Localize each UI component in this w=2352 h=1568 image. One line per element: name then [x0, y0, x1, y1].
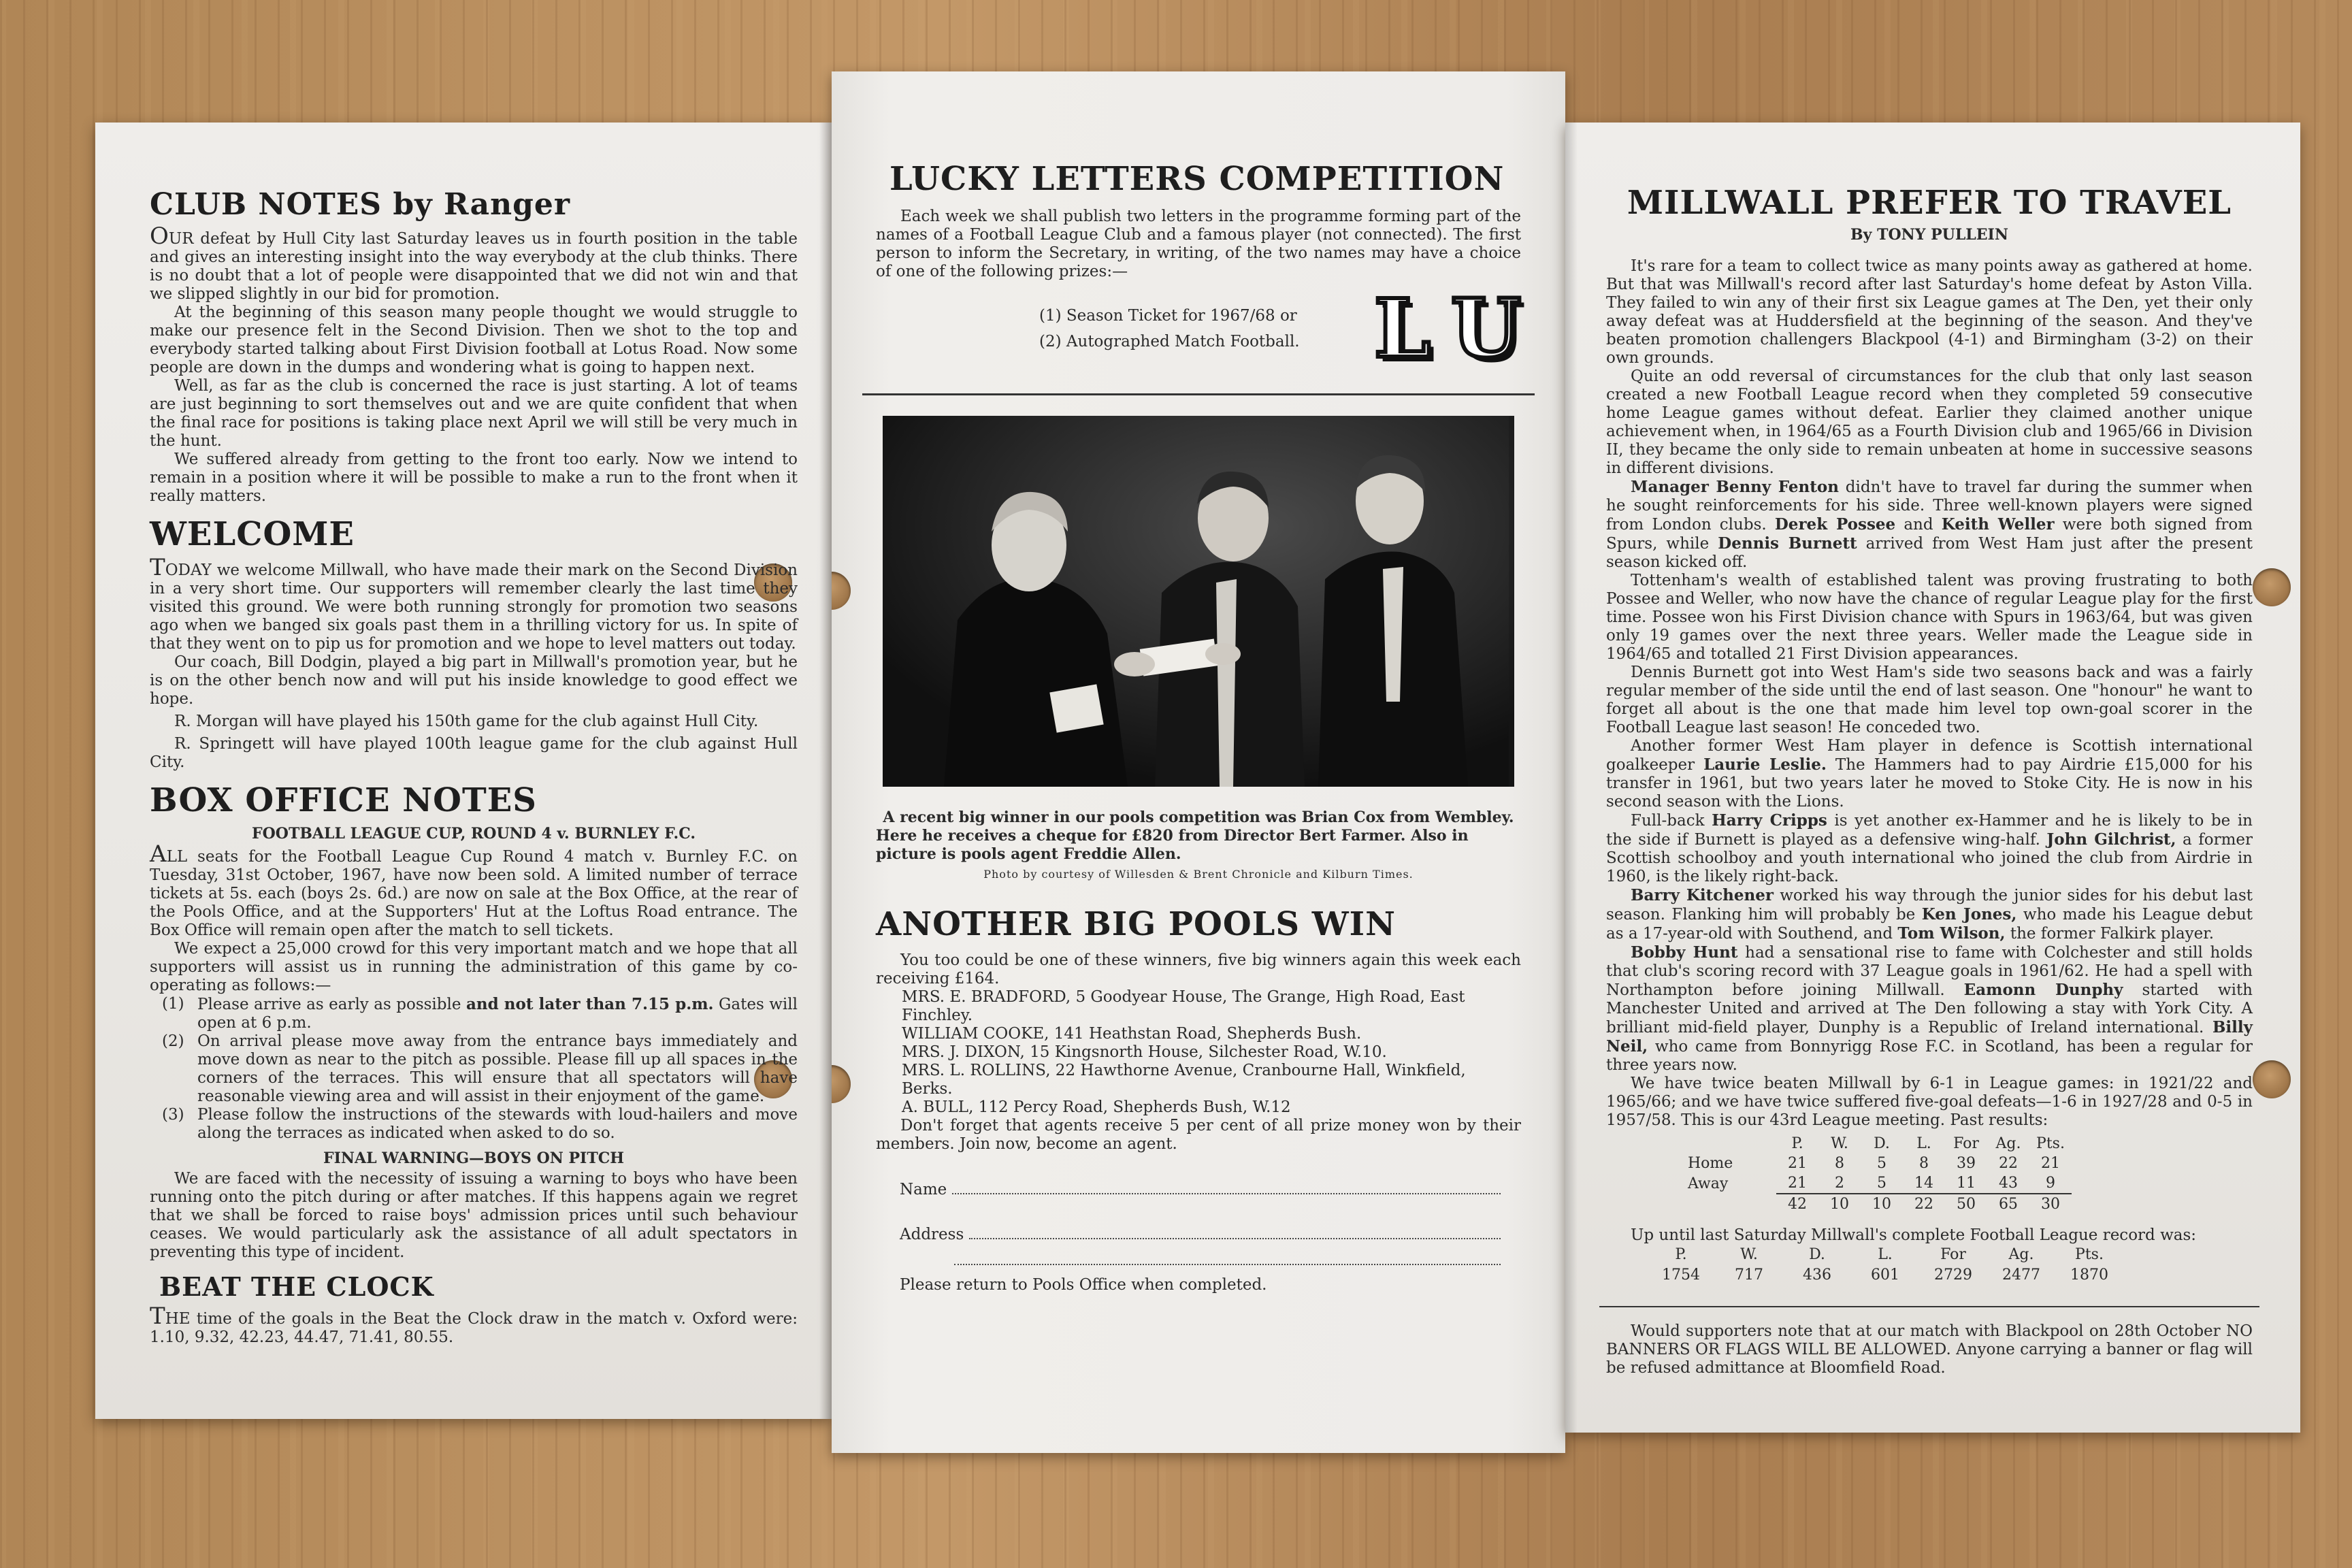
club-notes-paragraph: OUR defeat by Hull City last Saturday leaves us in fourth position in the table and gives an interesting insight into the way everybody at the club thinks. There is no doubt that a lot of people were disappointed that we did not win and that we slipped slightly in our bid for promotion.	[150, 223, 798, 303]
box-office-paragraph: ALL seats for the Football League Cup Round 4 match v. Burnley F.C. on Tuesday, 31st October, 1967, have now been sold. A limited number of terrace tickets at 5s. each (boys 2s. 6d.) are now on sale at the Box Office, at the rear of the Pools Office, and at the Supporters' Hut at the Loftus Road entrance. The Box Office will remain open after the match to sell tickets.	[150, 840, 798, 939]
photo-credit: Photo by courtesy of Willesden & Brent Chronicle and Kilburn Times.	[983, 868, 1414, 881]
past-results-table	[1654, 1134, 2072, 1214]
list-item: MRS. L. ROLLINS, 22 Hawthorne Avenue, Cranbourne Hall, Winkfield, Berks.	[902, 1062, 1466, 1098]
return-note: Please return to Pools Office when completed.	[900, 1276, 1267, 1294]
club-notes-section	[150, 187, 798, 506]
page-fold-shadow	[819, 122, 832, 1419]
list-item: A. BULL, 112 Percy Road, Shepherds Bush, W.12	[902, 1098, 1291, 1116]
welcome-paragraph: TODAY we welcome Millwall, who have made their mark on the Second Division in a very short time. Our supporters will remember clearly the last time they visited this ground. We were both running strongly for promotion two seasons ago when we banged six goals past them in a thrilling victory for us. In spite of that they went on to pip us for promotion and we hope to level matters out today.	[150, 554, 798, 653]
box-office-subtitle: FOOTBALL LEAGUE CUP, ROUND 4 v. BURNLEY F.C.	[252, 825, 696, 843]
welcome-section	[150, 515, 798, 772]
address-field-line2[interactable]	[876, 1264, 1521, 1269]
lucky-letters-section	[876, 160, 1521, 376]
welcome-paragraph: R. Springett will have played 100th league game for the club against Hull City.	[150, 735, 798, 771]
punch-hole	[832, 1065, 851, 1103]
agents-note: Don't forget that agents receive 5 per cent of all prize money won by their members. Join now, become an agent.	[876, 1117, 1521, 1153]
article-paragraph: Manager Benny Fenton didn't have to travel far during the summer when he sought reinforcements for his side. Three well-known players were signed from London clubs. Derek Possee and Keith Weller were both signed from Spurs, while Dennis Burnett arrived from West Ham just after the present season kicked off.	[1606, 478, 2253, 571]
name-label: Name	[900, 1181, 947, 1198]
article-paragraph: Bobby Hunt had a sensational rise to fame with Colchester and still holds that club's scoring record with 37 League goals in 1961/62. He had a spell with Northampton before joining Millwall. Eamonn Dunphy started with Manchester United and arrived at The Den following a stay with York City. A brilliant mid-field player, Dunphy is a Republic of Ireland international. Billy Neil, who came from Bonnyrigg Rose F.C. in Scotland, has been a regular for three years now.	[1606, 943, 2253, 1074]
address-dotted-line[interactable]	[969, 1226, 1501, 1239]
winners-list	[876, 988, 1521, 1117]
welcome-paragraph: R. Morgan will have played his 150th game for the club against Hull City.	[174, 713, 759, 730]
page-fold-shadow	[1565, 122, 1578, 1433]
address-field[interactable]	[876, 1226, 1521, 1243]
section-divider	[1599, 1306, 2259, 1307]
table-total-row: 42 10 10 22 50 65 30	[1654, 1194, 2072, 1214]
final-warning-title: FINAL WARNING—BOYS ON PITCH	[323, 1149, 625, 1167]
lucky-letters-prizes	[876, 281, 1521, 376]
article-byline: By TONY PULLEIN	[1850, 226, 2008, 244]
article-paragraph: Quite an odd reversal of circumstances for the club that only last season created a new Football League record when they completed 59 consecutive home League games without defeat. Earlier they claimed another unique achievement when, in 1964/65 as a Fourth Division club and 1965/66 in Division II, they became the only side to remain unbeaten at home in successive seasons in different divisions.	[1606, 368, 2253, 477]
pools-win-title: ANOTHER BIG POOLS WIN	[876, 905, 1396, 943]
lucky-letters-text: Each week we shall publish two letters in the programme forming part of the names of a Football League Club and a famous player (not connected). The first person to inform the Secretary, in writing, of the two names may have a choice of one of the following prizes:—	[876, 208, 1521, 280]
article-paragraph: Tottenham's wealth of established talent was proving frustrating to both Possee and Weller, who now have the chance of regular League play for the first time. Possee won his First Division chance with Spurs in 1963/64, but was given only 19 games over the next three years. Weller made the League side in 1964/65 and totalled 21 First Division appearances.	[1606, 572, 2253, 663]
pools-winner-photo	[883, 416, 1514, 787]
middle-page	[832, 71, 1565, 1453]
lucky-letter: L	[1374, 281, 1431, 376]
pools-win-intro: You too could be one of these winners, five big winners again this week each receiving £164.	[876, 951, 1521, 987]
final-warning-text: We are faced with the necessity of issuing a warning to boys who have been running onto the pitch during or after matches. If this happens again we regret that we shall be forced to raise boys' admission prices until such behaviour ceases. We would particularly ask the assistance of all adult spectators in preventing this type of incident.	[150, 1170, 798, 1261]
beat-the-clock-title: BEAT THE CLOCK	[159, 1271, 434, 1302]
banner-notice: Would supporters note that at our match with Blackpool on 28th October NO BANNERS OR FLAGS WILL BE ALLOWED. Anyone carrying a banner or flag will be refused admittance at Bloomfield Road.	[1606, 1322, 2253, 1377]
list-item: (3) Please follow the instructions of the stewards with loud-hailers and move along the terraces as indicated when asked to do so.	[162, 1106, 798, 1142]
table-header-row: P. W. D. L. For Ag. Pts.	[1791, 1135, 2065, 1152]
lucky-letter: U	[1451, 281, 1521, 376]
prize-item: (1) Season Ticket for 1967/68 or	[1039, 306, 1297, 325]
right-page	[1565, 122, 2300, 1433]
section-divider	[862, 393, 1535, 395]
punch-hole	[2253, 568, 2291, 606]
article-paragraph: Another former West Ham player in defence is Scottish international goalkeeper Laurie Leslie. The Hammers had to pay Airdrie £15,000 for his transfer in 1961, but two years later he moved to Stoke City. He is now in his second season with the Lions.	[1606, 737, 2253, 811]
article-paragraph: Barry Kitchener worked his way through the junior sides for his debut last season. Flanking him will probably be Ken Jones, who made his League debut as a 17-year-old with Southend, and Tom Wilson, the former Falkirk player.	[1606, 886, 2253, 943]
left-page	[95, 122, 832, 1419]
box-office-title: BOX OFFICE NOTES	[150, 781, 537, 819]
list-item: MRS. J. DIXON, 15 Kingsnorth House, Silchester Road, W.10.	[902, 1043, 1387, 1061]
club-notes-paragraph: Well, as far as the club is concerned the race is just starting. A lot of teams are just beginning to sort themselves out and we are quite confident that when the final race for positions is taking place next April we will still be very much in the hunt.	[150, 377, 798, 450]
article-title: MILLWALL PREFER TO TRAVEL	[1627, 184, 2232, 222]
complete-record-intro: Up until last Saturday Millwall's complete Football League record was:	[1631, 1226, 2197, 1244]
lucky-letters-title: LUCKY LETTERS COMPETITION	[889, 160, 1505, 198]
list-item: (1) Please arrive as early as possible and not later than 7.15 p.m. Gates will open at 6 p.m.	[162, 995, 798, 1032]
punch-hole	[2253, 1060, 2291, 1098]
welcome-title: WELCOME	[150, 515, 355, 553]
article-paragraph: It's rare for a team to collect twice as many points away as gathered at home. But that was Millwall's record after last Saturday's home defeat by Aston Villa. They failed to win any of their first six League games at The Den, yet their only away defeat was at Huddersfield at the beginning of the season. And they've beaten promotion challengers Blackpool (4-1) and Birmingham (3-2) on their own grounds.	[1606, 257, 2253, 367]
prize-item: (2) Autographed Match Football.	[1039, 332, 1300, 350]
list-item: (2) On arrival please move away from the entrance bays immediately and move down as near to the pitch as possible. Please fill up all spaces in the corners of the terraces. This will ensure that all spectators will have reasonable viewing area and will assist in their enjoyment of the game.	[162, 1032, 798, 1105]
table-header-row: P. W. D. L. For Ag. Pts.	[1675, 1246, 2104, 1263]
table-row: Away 21 2 5 14 11 43 9	[1688, 1175, 2055, 1192]
article-paragraph: Dennis Burnett got into West Ham's side two seasons back and was a fairly regular member of the side until the end of last season. One "honour" he want to forget all about is the one that made him level top own-goal scorer in the Football League last season! He conceded two.	[1606, 664, 2253, 736]
punch-hole	[832, 572, 851, 610]
club-notes-paragraph: We suffered already from getting to the front too early. Now we intend to remain in a position where it will be possible to make a run to the front when it really matters.	[150, 451, 798, 505]
article-paragraph: We have twice beaten Millwall by 6-1 in League games: in 1921/22 and 1965/66; and we have twice suffered five-goal defeats—1-6 in 1927/28 and 0-5 in 1957/58. This is our 43rd League meeting. Past results:	[1606, 1075, 2253, 1129]
address-label: Address	[900, 1226, 964, 1243]
list-item: WILLIAM COOKE, 141 Heathstan Road, Shepherds Bush.	[902, 1025, 1362, 1043]
list-item: MRS. E. BRADFORD, 5 Goodyear House, The Grange, High Road, East Finchley.	[902, 988, 1465, 1024]
club-notes-title: CLUB NOTES by Ranger	[150, 187, 571, 222]
beat-the-clock-section	[150, 1271, 798, 1347]
table-row: Home 21 8 5 8 39 22 21	[1688, 1155, 2060, 1172]
box-office-section	[150, 781, 798, 1262]
table-row: 1754 717 436 601 2729 2477 1870	[1662, 1267, 2108, 1284]
name-field[interactable]	[876, 1181, 1521, 1198]
beat-the-clock-text: THE time of the goals in the Beat the Clock draw in the match v. Oxford were: 1.10, 9.32, 42.23, 44.47, 71.41, 80.55.	[150, 1303, 798, 1346]
name-dotted-line[interactable]	[952, 1181, 1501, 1194]
photo-figures	[883, 416, 1509, 787]
box-office-paragraph: We expect a 25,000 crowd for this very important match and we hope that all supporters will assist us in running the administration of this game by co-operating as follows:—	[150, 940, 798, 994]
address-dotted-line[interactable]	[954, 1264, 1501, 1265]
pools-win-section	[876, 905, 1521, 1294]
complete-record-table	[1647, 1245, 2123, 1286]
article-paragraph: Full-back Harry Cripps is yet another ex-Hammer and he is likely to be in the side if Burnett is played as a defensive wing-half. John Gilchrist, a former Scottish schoolboy and youth international who joined the club from Airdrie in 1960, is the likely right-back.	[1606, 811, 2253, 885]
club-notes-paragraph: At the beginning of this season many people thought we would struggle to make our presence felt in the Second Division. Then we shot to the top and everybody started talking about First Division football at Lotus Road. Now some people are down in the dumps and wondering what is going to happen next.	[150, 304, 798, 376]
photo-caption: A recent big winner in our pools competition was Brian Cox from Wembley. Here he receives a cheque for £820 from Director Bert Farmer. Also in picture is pools agent Freddie Allen.	[876, 808, 1514, 863]
welcome-paragraph: Our coach, Bill Dodgin, played a big part in Millwall's promotion year, but he is on the other bench now and will put his inside knowledge to good effect we hope.	[150, 653, 798, 708]
